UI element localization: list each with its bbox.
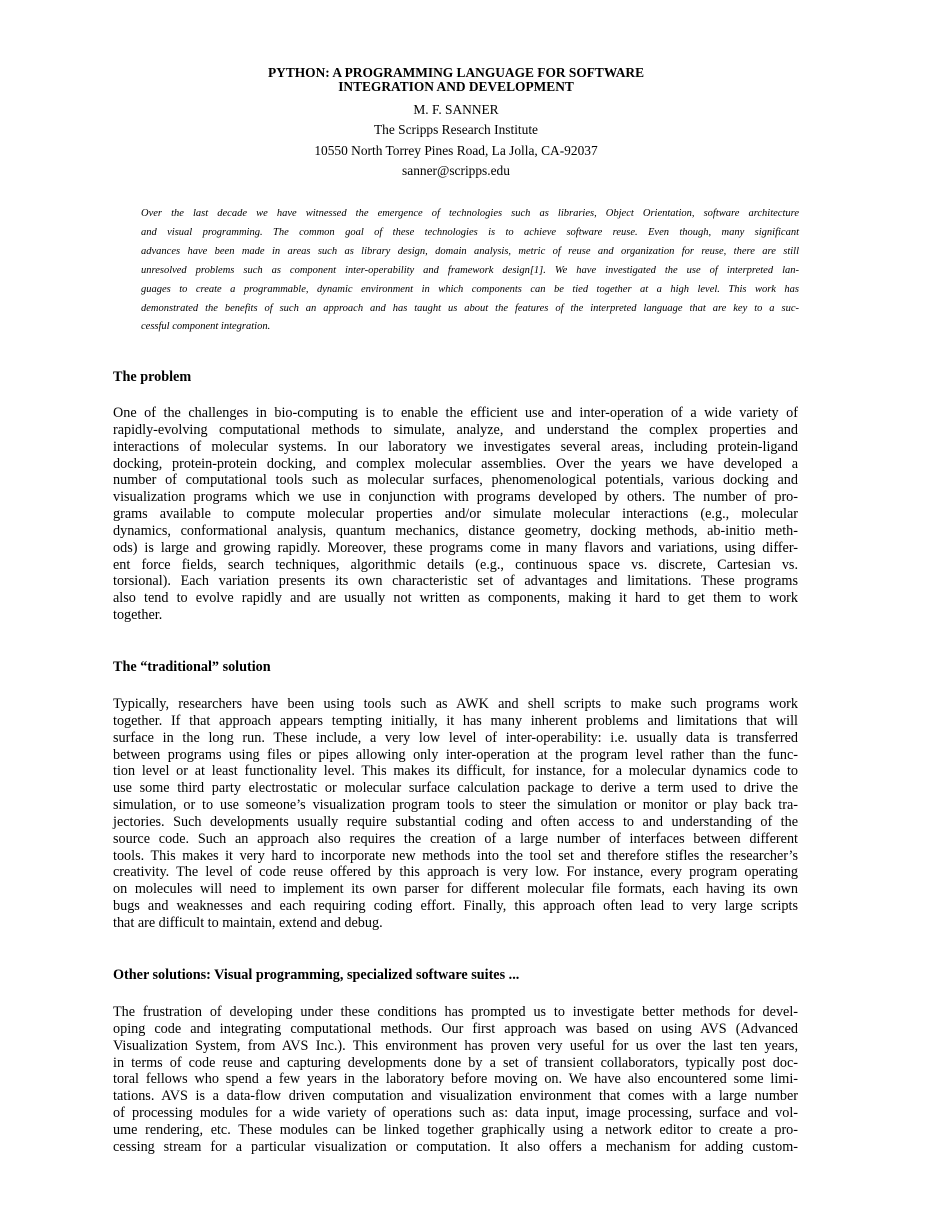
section-body-problem	[113, 405, 798, 624]
section-heading-other-solutions: Other solutions: Visual programming, specialized software suites ...	[113, 967, 520, 983]
abstract	[141, 205, 799, 337]
text-line: docking, protein-protein docking, and complex molecular assemblies. Over the years we have developed a	[113, 455, 798, 472]
text-line: that are difficult to maintain, extend and debug.	[113, 914, 383, 931]
text-line: together. If that approach appears tempting initially, it has many inherent problems and limitations that will	[113, 712, 798, 729]
paper-title	[0, 66, 912, 94]
text-line: surface in the long run. These include, a very low level of inter-operability: i.e. usually data is transferred	[113, 729, 798, 746]
abstract-line: Over the last decade we have witnessed the emergence of technologies such as libraries, Object Orientation, software architecture	[141, 208, 799, 219]
author-institution: The Scripps Research Institute	[374, 122, 538, 137]
section-heading-traditional: The “traditional” solution	[113, 659, 271, 675]
text-line: torsional). Each variation presents its own characteristic set of advantages and limitations. These programs	[113, 573, 798, 590]
text-line: ume rendering, etc. These modules can be linked together graphically using a network editor to create a pro-	[113, 1121, 798, 1138]
abstract-line: demonstrated the benefits of such an approach and has taught us about the features of the interpreted language that are key to a suc-	[141, 302, 799, 314]
text-line: between programs using files or pipes allowing only inter-operation at the program level rather than the func-	[113, 746, 798, 763]
text-line: Typically, researchers have been using tools such as AWK and shell scripts to make such programs work	[113, 696, 798, 712]
text-line: use some third party electrostatic or molecular surface calculation package to derive a term used to drive the	[113, 780, 798, 797]
text-line: of processing modules for a wide variety of operations such as: data input, image processing, surface and vol-	[113, 1105, 798, 1122]
text-line: jectories. Such developments usually require substantial coding and often access to and understanding of the	[113, 813, 798, 830]
title-line: INTEGRATION AND DEVELOPMENT	[338, 79, 574, 94]
text-line: Visualization System, from AVS Inc.). This environment has proven very useful for us over the last ten years,	[113, 1037, 798, 1054]
text-line: rapidly-evolving computational methods to simulate, analyze, and understand the complex properties and	[113, 421, 798, 438]
abstract-line: cessful component integration.	[141, 321, 271, 333]
text-line: visualization programs which we use in conjunction with programs developed by others. The number of pro-	[113, 489, 798, 506]
section-body-other-solutions	[113, 1004, 798, 1156]
text-line: number of computational tools such as molecular surfaces, phenomenological potentials, various docking and	[113, 472, 798, 489]
text-line: oping code and integrating computational methods. Our first approach was based on using AVS (Advanced	[113, 1020, 798, 1037]
text-line: tools. This makes it very hard to incorporate new methods into the tool set and therefore stifles the researcher’s	[113, 847, 798, 864]
text-line: ent force fields, search techniques, algorithmic details (e.g., continuous space vs. discrete, Cartesian vs.	[113, 556, 798, 573]
text-line: One of the challenges in bio-computing is to enable the efficient use and inter-operation of a wide variety of	[113, 405, 798, 421]
abstract-line: guages to create a programmable, dynamic environment in which components can be tied together at a high level. This work has	[141, 283, 799, 295]
text-line: The frustration of developing under these conditions has prompted us to investigate better methods for devel-	[113, 1004, 798, 1020]
abstract-line: advances have been made in areas such as library design, domain analysis, metric of reuse and organization for reuse, there are still	[141, 245, 799, 257]
text-line: together.	[113, 607, 163, 624]
text-line: tations. AVS is a data-flow driven computation and visualization environment that comes with a large number	[113, 1088, 798, 1105]
text-line: also tend to evolve rapidly and are usually not written as components, making it hard to get them to work	[113, 590, 798, 607]
text-line: on molecules will need to implement its own parser for different molecular file formats, each having its own	[113, 881, 798, 898]
text-line: simulation, or to use someone’s visualization program tools to steer the simulation or monitor or play back tra-	[113, 797, 798, 814]
text-line: dynamics, conformational analysis, quantum mechanics, distance geometry, docking methods, ab-initio meth-	[113, 522, 798, 539]
text-line: ods) is large and growing rapidly. Moreover, these programs come in many flavors and variations, using differ-	[113, 539, 798, 556]
text-line: in terms of code reuse and capturing developments done by a set of transient collaborators, typically post doc-	[113, 1054, 798, 1071]
text-line: toral fellows who spend a few years in the laboratory before moving on. We have also encountered some limi-	[113, 1071, 798, 1088]
title-line: PYTHON: A PROGRAMMING LANGUAGE FOR SOFTWARE	[267, 65, 645, 80]
abstract-line: and visual programming. The common goal of these technologies is to achieve software reuse. Even though, many significant	[141, 226, 799, 238]
text-line: grams available to compute molecular properties and/or simulate molecular interactions (e.g., molecular	[113, 506, 798, 523]
section-body-traditional	[113, 696, 798, 932]
text-line: cessing stream for a particular visualization or computation. It also offers a mechanism for adding custom-	[113, 1138, 798, 1155]
author-name: M. F. SANNER	[413, 102, 499, 117]
abstract-line: unresolved problems such as component inter-operability and framework design[1]. We have investigated the use of interpreted lan-	[141, 264, 799, 276]
text-line: creativity. The level of code reuse offered by this approach is very low. For instance, every program operating	[113, 864, 798, 881]
author-email: sanner@scripps.edu	[402, 163, 510, 178]
text-line: source code. Such an approach also requires the creation of a large number of interfaces between different	[113, 830, 798, 847]
text-line: bugs and weaknesses and each requiring coding effort. Finally, this approach often lead to very large scripts	[113, 898, 798, 915]
text-line: interactions of molecular systems. In our laboratory we investigates several areas, including protein-ligand	[113, 438, 798, 455]
section-heading-problem: The problem	[113, 369, 192, 385]
text-line: tion level or at least functionality level. This makes its difficult, for instance, for a molecular dynamics code to	[113, 763, 798, 780]
author-address: 10550 North Torrey Pines Road, La Jolla, CA-92037	[314, 143, 598, 158]
